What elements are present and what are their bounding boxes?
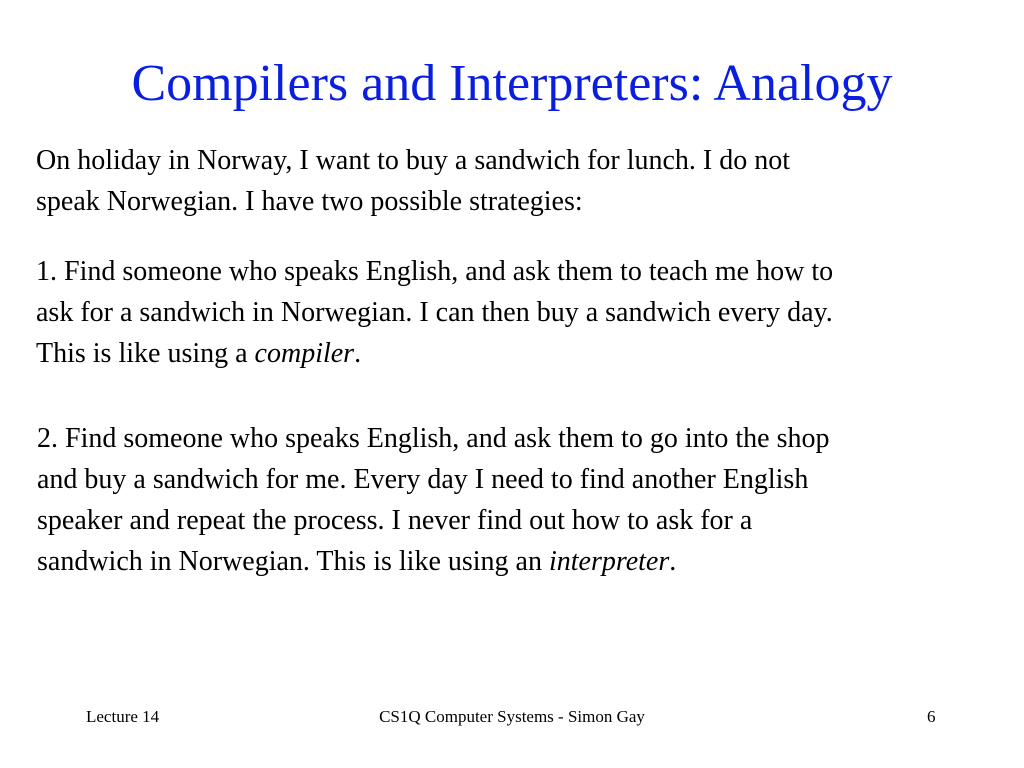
intro-paragraph bbox=[36, 140, 790, 222]
strategy-2-paragraph bbox=[37, 418, 830, 582]
intro-line: speak Norwegian. I have two possible strategies: bbox=[36, 186, 583, 217]
slide-title: Compilers and Interpreters: Analogy bbox=[131, 55, 893, 112]
footer-lecture: Lecture 14 bbox=[86, 707, 160, 726]
compiler-term: compiler bbox=[254, 338, 355, 369]
footer-page-number: 6 bbox=[927, 707, 936, 726]
strategy-2-period: . bbox=[669, 546, 677, 577]
strategy-1-line: 1. Find someone who speaks English, and ask them to teach me how to bbox=[36, 256, 834, 287]
strategy-2-line: 2. Find someone who speaks English, and ask them to go into the shop bbox=[37, 423, 830, 454]
strategy-1-period: . bbox=[354, 338, 362, 369]
strategy-1-line bbox=[36, 333, 833, 374]
strategy-2-line bbox=[37, 541, 830, 582]
strategy-2-text: sandwich in Norwegian. This is like using an bbox=[37, 546, 549, 577]
strategy-1-line: ask for a sandwich in Norwegian. I can then buy a sandwich every day. bbox=[36, 297, 833, 328]
interpreter-term: interpreter bbox=[548, 546, 670, 577]
strategy-1-paragraph bbox=[36, 251, 833, 374]
strategy-2-line: and buy a sandwich for me. Every day I need to find another English bbox=[37, 464, 809, 495]
intro-line: On holiday in Norway, I want to buy a sandwich for lunch. I do not bbox=[36, 145, 791, 176]
footer-course: CS1Q Computer Systems - Simon Gay bbox=[379, 707, 645, 726]
strategy-2-line: speaker and repeat the process. I never find out how to ask for a bbox=[37, 505, 753, 536]
strategy-1-text: This is like using a bbox=[36, 338, 255, 369]
